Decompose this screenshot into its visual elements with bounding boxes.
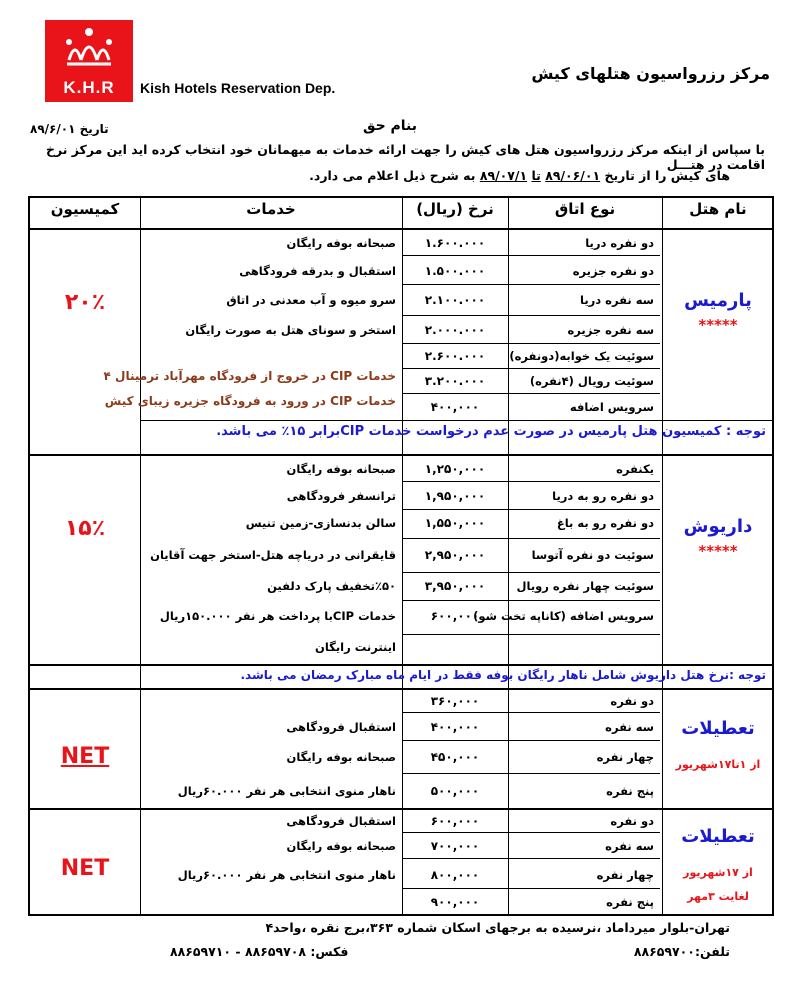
dariush-room-3: دو نفره رو به باغ bbox=[556, 516, 654, 530]
dariush-service-3: سالن بدنسازی-زمین تنیس bbox=[245, 516, 396, 530]
holiday1-price-2: ۴۰۰,۰۰۰ bbox=[430, 720, 480, 734]
dariush-room-6: سرویس اضافه (کاناپه تخت شو) bbox=[473, 609, 654, 623]
parmis-price-5: ۲.۶۰۰.۰۰۰ bbox=[424, 349, 486, 363]
footer-address: تهران-بلوار میرداماد ،نرسیده به برجهای اسکان شماره ۳۶۳،برج نقره ،واحد۴ bbox=[265, 920, 730, 935]
footer-fax: فکس: ۸۸۶۵۹۷۰۸ - ۸۸۶۵۹۷۱۰ bbox=[170, 944, 349, 959]
parmis-note: توجه : کمیسیون هتل پارمیس در صورت عدم درخواست خدمات CIPبرابر ۱۵٪ می باشد. bbox=[216, 424, 766, 439]
dariush-note: توجه :نرخ هتل داریوش شامل ناهار رایگان بوفه فقط در ایام ماه مبارک رمضان می باشد. bbox=[240, 668, 766, 682]
holiday2-service-3: ناهار منوی انتخابی هر نفر ۶۰.۰۰۰ریال bbox=[177, 868, 396, 882]
header-commission: کمیسیون bbox=[50, 200, 120, 218]
holiday2-title: تعطیلات bbox=[681, 826, 755, 847]
parmis-cip-2: خدمات CIP در ورود به فرودگاه جزیره زیبای کیش bbox=[104, 394, 396, 408]
parmis-price-3: ۲.۱۰۰.۰۰۰ bbox=[424, 293, 486, 307]
holiday1-room-4: پنج نفره bbox=[606, 784, 654, 798]
intro-line-1: با سپاس از اینکه مرکز رزرواسیون هتل های کیش را جهت ارائه خدمات به میهمانان خود انتخاب کرده اید این مرکز نرخ اقامت در هتـــل bbox=[45, 142, 765, 172]
parmis-price-4: ۲.۰۰۰.۰۰۰ bbox=[424, 323, 486, 337]
header-services: خدمات bbox=[246, 200, 296, 218]
holiday2-price-4: ۹۰۰,۰۰۰ bbox=[430, 895, 480, 909]
holiday2-service-2: صبحانه بوفه رایگان bbox=[286, 839, 396, 853]
holiday2-room-1: دو نفره bbox=[610, 814, 654, 828]
footer-phone: تلفن:۸۸۶۵۹۷۰۰ bbox=[633, 944, 730, 959]
dariush-price-4: ۲,۹۵۰,۰۰۰ bbox=[424, 548, 486, 562]
holiday1-service-1: استقبال فرودگاهی bbox=[286, 720, 396, 734]
dariush-stars: ***** bbox=[698, 542, 738, 560]
parmis-room-7: سرویس اضافه bbox=[569, 400, 654, 414]
intro-date-from: ۸۹/۰۶/۰۱ bbox=[545, 168, 601, 183]
parmis-price-2: ۱.۵۰۰.۰۰۰ bbox=[424, 264, 486, 278]
dariush-service-5: ٪۵۰تخفیف پارک دلفین bbox=[267, 579, 396, 593]
holiday1-room-3: چهار نفره bbox=[596, 750, 654, 764]
dariush-room-4: سوئیت دو نفره آتوسا bbox=[531, 548, 654, 562]
parmis-service-4: استخر و سونای هتل به صورت رایگان bbox=[185, 323, 396, 337]
parmis-hotel-name: پارمیس bbox=[684, 290, 752, 311]
parmis-cip-1: خدمات CIP در خروج از فرودگاه مهرآباد ترمینال ۴ bbox=[103, 369, 396, 383]
dariush-room-5: سوئیت چهار نفره رویال bbox=[516, 579, 654, 593]
holiday2-subtitle-2: لغایت ۳مهر bbox=[687, 890, 749, 903]
dariush-room-1: یکنفره bbox=[616, 462, 654, 476]
holiday2-service-1: استقبال فرودگاهی bbox=[286, 814, 396, 828]
parmis-stars: ***** bbox=[698, 316, 738, 334]
holiday1-price-4: ۵۰۰,۰۰۰ bbox=[430, 784, 480, 798]
intro-text-c: به شرح ذیل اعلام می دارد. bbox=[309, 168, 476, 183]
dariush-service-1: صبحانه بوفه رایگان bbox=[286, 462, 396, 476]
holiday1-commission: NET bbox=[60, 744, 110, 769]
holiday2-subtitle-1: از ۱۷شهریور bbox=[683, 866, 753, 879]
parmis-service-1: صبحانه بوفه رایگان bbox=[286, 236, 396, 250]
intro-line-2 bbox=[0, 168, 730, 183]
parmis-room-5: سوئیت یک خوابه(دونفره) bbox=[509, 349, 654, 363]
holiday1-room-2: سه نفره bbox=[605, 720, 654, 734]
holiday1-room-1: دو نفره bbox=[610, 694, 654, 708]
logo-caption: Kish Hotels Reservation Dep. bbox=[140, 80, 336, 96]
dariush-price-1: ۱,۲۵۰,۰۰۰ bbox=[424, 462, 486, 476]
dariush-price-2: ۱,۹۵۰,۰۰۰ bbox=[424, 489, 486, 503]
intro-text-a: های کیش را از تاریخ bbox=[604, 168, 730, 183]
letter-date: تاریخ ۸۹/۶/۰۱ bbox=[30, 122, 109, 136]
header-hotel: نام هتل bbox=[689, 200, 747, 218]
holiday2-room-2: سه نفره bbox=[605, 839, 654, 853]
dariush-service-4: قایقرانی در دریاچه هتل-استخر جهت آقایان bbox=[150, 548, 396, 562]
parmis-price-7: ۴۰۰,۰۰۰ bbox=[430, 400, 480, 414]
dariush-service-7: اینترنت رایگان bbox=[315, 640, 396, 654]
logo-letters: K.H.R bbox=[63, 78, 115, 97]
dariush-room-2: دو نفره رو به دریا bbox=[552, 489, 654, 503]
holiday2-price-2: ۷۰۰,۰۰۰ bbox=[430, 839, 480, 853]
holiday2-room-3: چهار نفره bbox=[596, 868, 654, 882]
parmis-price-1: ۱.۶۰۰.۰۰۰ bbox=[424, 236, 486, 250]
holiday2-room-4: پنج نفره bbox=[606, 895, 654, 909]
holiday1-price-3: ۴۵۰,۰۰۰ bbox=[430, 750, 480, 764]
dariush-service-6: خدمات CIPبا پرداخت هر نفر ۱۵۰.۰۰۰ریال bbox=[159, 609, 396, 623]
dariush-price-3: ۱,۵۵۰,۰۰۰ bbox=[424, 516, 486, 530]
holiday2-price-3: ۸۰۰,۰۰۰ bbox=[430, 868, 480, 882]
dariush-price-6: ۶۰۰,۰۰۰ bbox=[430, 609, 480, 623]
bismillah: بنام حق bbox=[362, 118, 418, 134]
parmis-service-2: استقبال و بدرقه فرودگاهی bbox=[239, 264, 396, 278]
parmis-room-6: سوئیت رویال (۴نفره) bbox=[529, 374, 654, 388]
parmis-room-1: دو نفره دریا bbox=[585, 236, 654, 250]
holiday1-price-1: ۳۶۰,۰۰۰ bbox=[430, 694, 480, 708]
crown-icon bbox=[45, 20, 133, 80]
header-rate: نرخ (ریال) bbox=[416, 200, 494, 218]
holiday2-commission: NET bbox=[60, 856, 110, 881]
dariush-hotel-name: داریوش bbox=[683, 516, 753, 537]
parmis-service-3: سرو میوه و آب معدنی در اتاق bbox=[226, 293, 396, 307]
parmis-room-4: سه نفره جزیره bbox=[567, 323, 654, 337]
parmis-price-6: ۳.۲۰۰.۰۰۰ bbox=[424, 374, 486, 388]
holiday1-service-3: ناهار منوی انتخابی هر نفر ۶۰.۰۰۰ریال bbox=[177, 784, 396, 798]
holiday2-price-1: ۶۰۰,۰۰۰ bbox=[430, 814, 480, 828]
header-room: نوع اتاق bbox=[554, 200, 616, 218]
dariush-price-5: ۳,۹۵۰,۰۰۰ bbox=[424, 579, 486, 593]
holiday1-title: تعطیلات bbox=[681, 718, 755, 739]
parmis-room-3: سه نفره دریا bbox=[580, 293, 654, 307]
intro-text-b: تا bbox=[531, 168, 541, 183]
dariush-service-2: ترانسفر فرودگاهی bbox=[286, 489, 396, 503]
rates-table bbox=[28, 196, 774, 916]
center-title: مرکز رزرواسیون هتلهای کیش bbox=[531, 64, 770, 83]
parmis-commission: ۲۰٪ bbox=[64, 290, 106, 315]
intro-date-to: ۸۹/۰۷/۱ bbox=[479, 168, 528, 183]
holiday1-service-2: صبحانه بوفه رایگان bbox=[286, 750, 396, 764]
parmis-room-2: دو نفره جزیره bbox=[572, 264, 654, 278]
holiday1-subtitle: از ۱تا۱۷شهریور bbox=[675, 758, 761, 771]
dariush-commission: ۱۵٪ bbox=[64, 516, 106, 541]
